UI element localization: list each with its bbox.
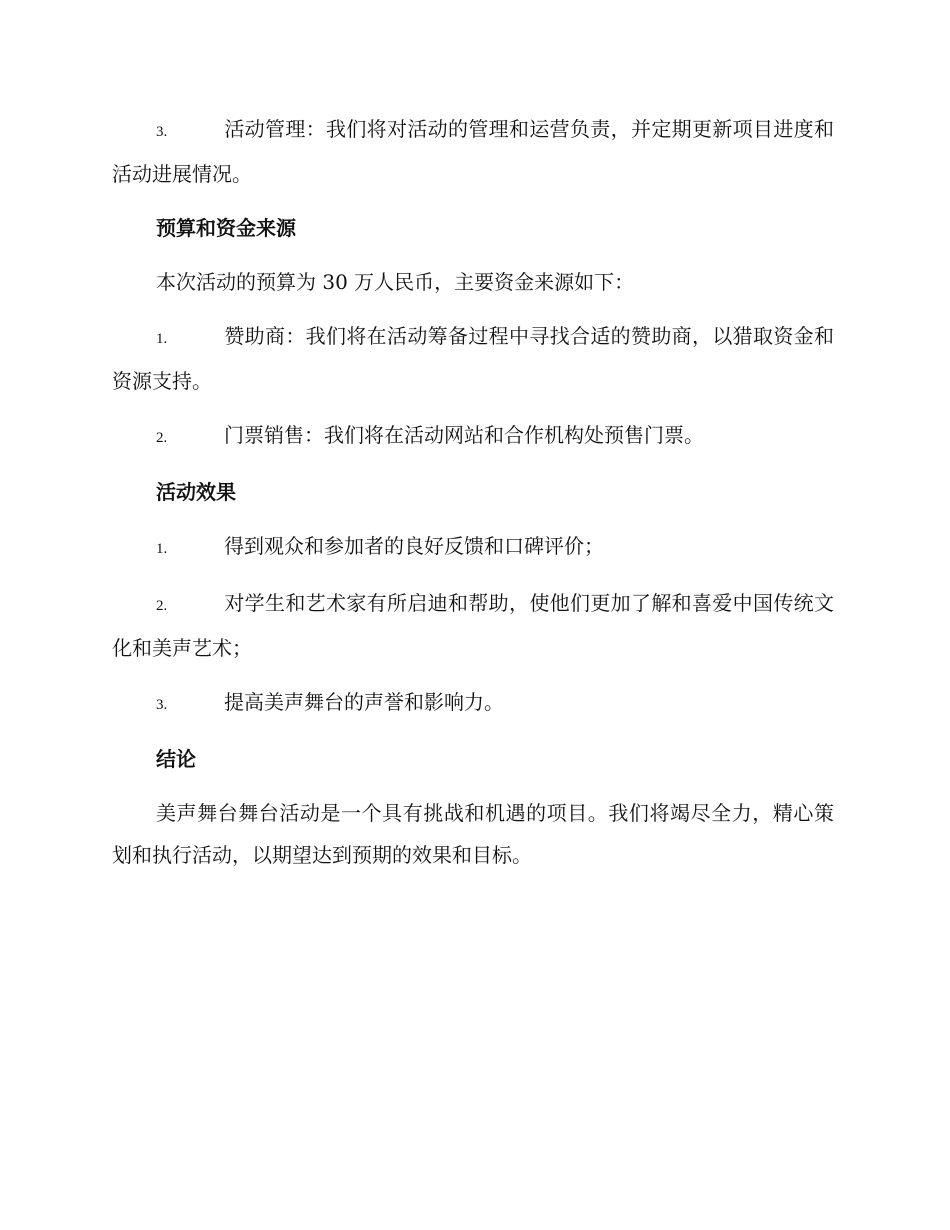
list-number: 1. [156,331,168,347]
list-number: 2. [156,598,168,614]
list-text: 门票销售：我们将在活动网站和合作机构处预售门票。 [224,423,704,447]
list-number: 2. [156,430,168,446]
list-item [112,108,834,195]
list-item [112,315,834,402]
list-text: 对学生和艺术家有所启迪和帮助，使他们更加了解和喜爱中国传统文化和美声艺术； [112,591,834,660]
paragraph: 美声舞台舞台活动是一个具有挑战和机遇的项目。我们将竭尽全力，精心策划和执行活动，以期望达到预期的效果和目标。 [112,801,834,867]
list-item [112,414,834,459]
section-heading-budget: 预算和资金来源 [156,216,296,240]
list-number: 3. [156,697,168,713]
list-item [112,681,834,726]
list-item [112,582,834,669]
list-number: 1. [156,541,168,557]
list-text: 活动管理：我们将对活动的管理和运营负责，并定期更新项目进度和活动进展情况。 [112,117,834,186]
list-item [112,525,834,570]
list-text: 得到观众和参加者的良好反馈和口碑评价； [224,534,604,558]
document-body [112,108,834,888]
list-text: 提高美声舞台的声誉和影响力。 [224,690,504,714]
section-heading-conclusion: 结论 [156,747,196,771]
list-number: 3. [156,124,168,140]
list-text: 赞助商：我们将在活动筹备过程中寻找合适的赞助商，以猎取资金和资源支持。 [112,324,834,393]
paragraph: 本次活动的预算为 30 万人民币，主要资金来源如下： [156,270,635,294]
section-heading-effects: 活动效果 [156,480,236,504]
